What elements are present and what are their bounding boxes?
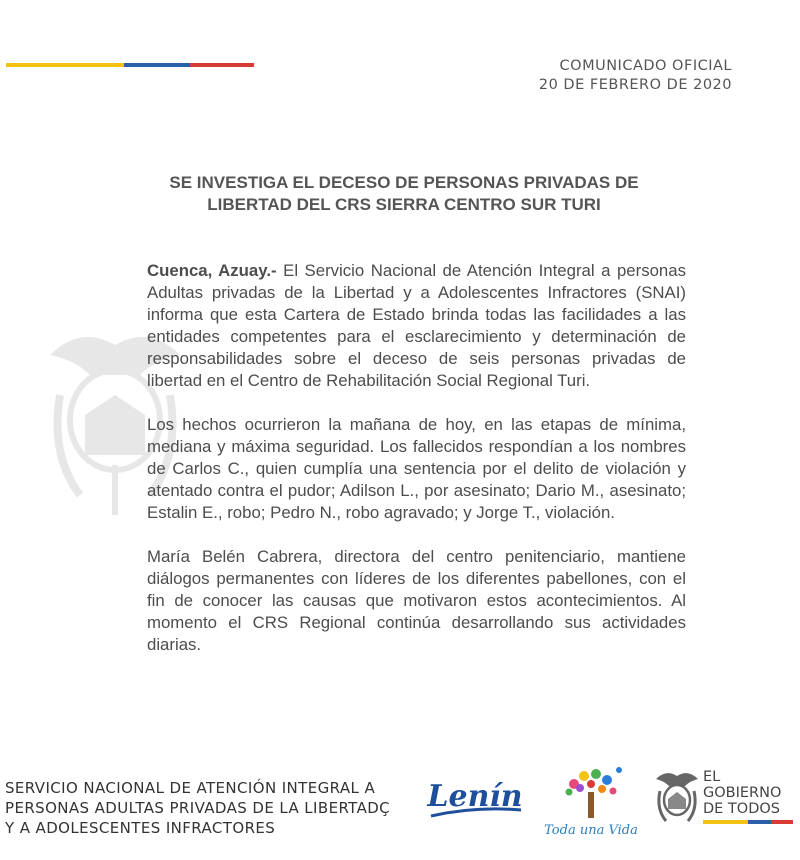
gob-flag-yellow (703, 820, 748, 824)
header-flag-line (6, 63, 254, 67)
title-line-1: SE INVESTIGA EL DECESO DE PERSONAS PRIVADAS DE (169, 173, 639, 192)
paragraph-2: Los hechos ocurrieron la mañana de hoy, en las etapas de mínima, mediana y máxima seguridad. Los fallecidos respondían a los nombres de Carlos C., quien cumplía una sentencia por el delito de violación y atentado contra el pudor; Adilson L., por asesinato; Dario M., asesinato; Estalin E., robo; Pedro N., robo agravado; y Jorge T., violación. (147, 415, 686, 522)
flag-blue-segment (124, 63, 190, 67)
title-line-2: LIBERTAD DEL CRS SIERRA CENTRO SUR TURI (207, 195, 601, 214)
toda-una-vida-tree-icon (544, 762, 638, 822)
lenin-logo (425, 772, 525, 828)
ecuador-coat-of-arms-icon (654, 767, 700, 825)
dateline: Cuenca, Azuay.- (147, 261, 277, 280)
gobierno-de-todos-logo (654, 767, 796, 827)
official-notice-header (539, 57, 732, 95)
paragraph-1-text: El Servicio Nacional de Atención Integral a personas Adultas privadas de la Libertad y a Adolescentes Infractores (SNAI) informa que esta Cartera de Estado brinda todas las facilidades a las entidades competentes para el esclarecimiento y determinación de responsabilidades sobre el deceso de seis personas privadas de libertad en el Centro de Rehabilitación Social Regional Turi. (147, 261, 686, 390)
notice-label: COMUNICADO OFICIAL (559, 58, 732, 74)
flag-red-segment (190, 63, 254, 67)
agency-name-line-1: SERVICIO NACIONAL DE ATENCIÓN INTEGRAL A (5, 779, 376, 797)
press-release-body (147, 260, 686, 678)
paragraph-1 (147, 260, 686, 392)
agency-name-line-2: PERSONAS ADULTAS PRIVADAS DE LA LIBERTADÇ (5, 799, 391, 817)
gob-flag-bar (703, 820, 793, 824)
gob-flag-blue (748, 820, 771, 824)
gob-line-1: EL (703, 769, 721, 785)
agency-name-line-3: Y A ADOLESCENTES INFRACTORES (5, 819, 276, 837)
lenin-logo-text: Lenín (427, 779, 523, 814)
gobierno-de-todos-text (703, 769, 781, 817)
agency-name (5, 778, 390, 838)
gob-flag-red (771, 820, 793, 824)
gob-line-2: GOBIERNO (703, 785, 782, 801)
paragraph-3: María Belén Cabrera, directora del centro penitenciario, mantiene diálogos permanentes con líderes de los diferentes pabellones, con el fin de conocer las causas que motivaron estos acontecimientos. Al momento el CRS Regional continúa desarrollando sus actividades diarias. (147, 547, 686, 654)
toda-una-vida-text: Toda una Vida (544, 823, 638, 838)
gob-line-3: DE TODOS (703, 801, 780, 817)
toda-una-vida-logo (544, 762, 638, 838)
press-release-title (120, 172, 688, 216)
notice-date: 20 DE FEBRERO DE 2020 (538, 77, 732, 93)
flag-yellow-segment (6, 63, 124, 67)
